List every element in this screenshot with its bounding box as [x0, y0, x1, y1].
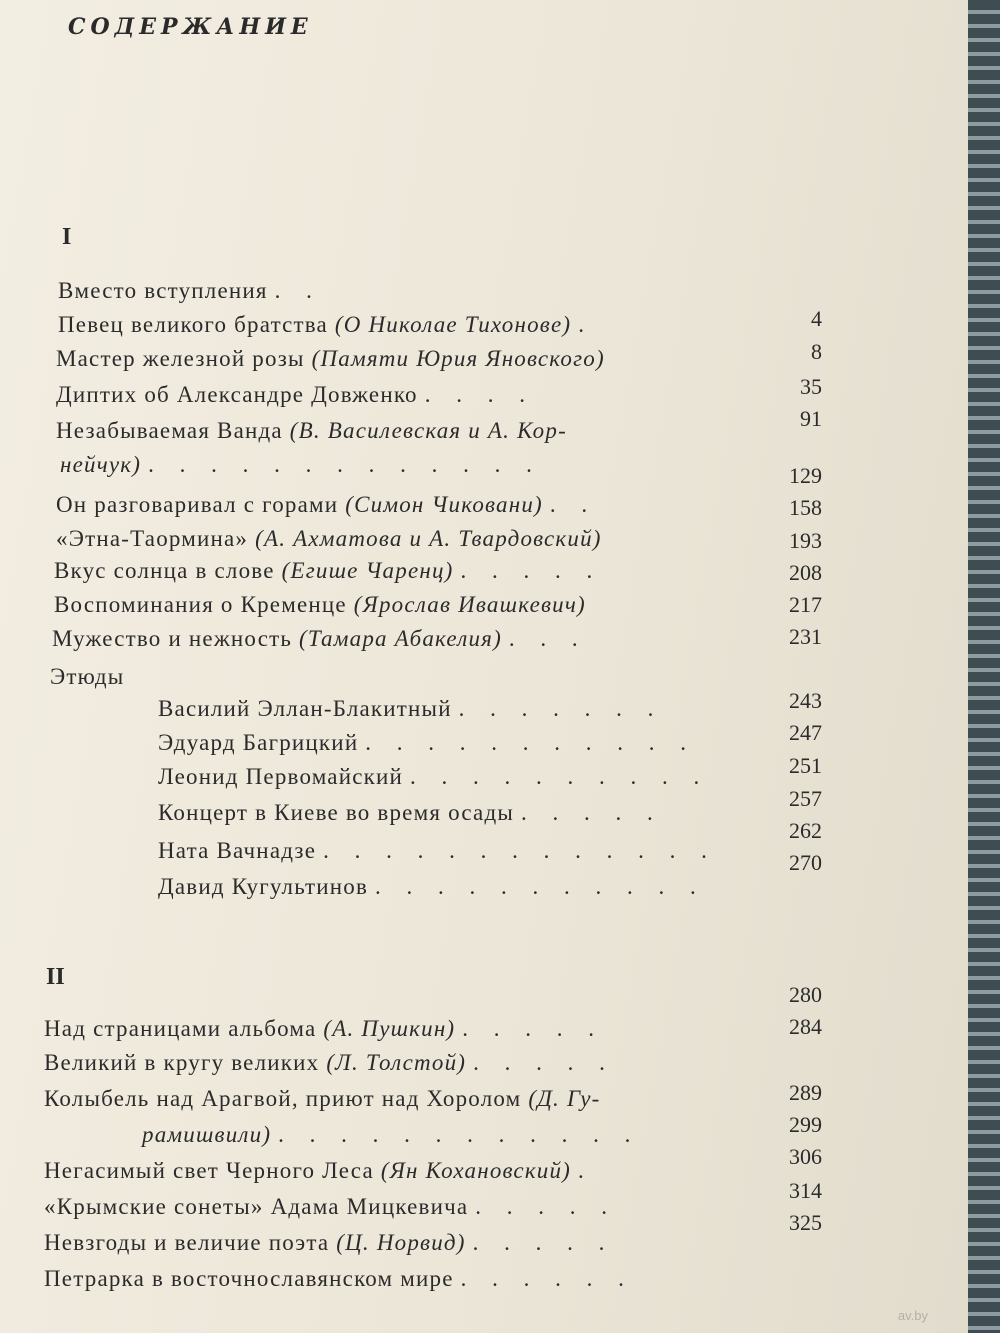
- toc-entry: Колыбель над Арагвой, приют над Хоролом (Д. Гу-: [44, 1086, 601, 1111]
- book-edge: [968, 0, 1000, 1333]
- toc-entry: Вместо вступления . .: [58, 278, 322, 303]
- toc-entry: «Этна-Таормина» (А. Ахматова и А. Твардовский): [56, 526, 602, 551]
- toc-entry: Невзгоды и величие поэта (Ц. Норвид) . . . . .: [44, 1230, 615, 1255]
- page-number: 314: [789, 1178, 822, 1203]
- section-heading-1: I: [62, 224, 72, 250]
- toc-entry: Незабываемая Ванда (В. Василевская и А. Кор-: [56, 418, 567, 443]
- page-number: 208: [789, 560, 822, 585]
- toc-entry: Над страницами альбома (А. Пушкин) . . . . .: [44, 1016, 604, 1041]
- page-number: 193: [789, 528, 822, 553]
- toc-entry: Негасимый свет Черного Леса (Ян Кохановский) .: [44, 1158, 594, 1183]
- toc-entry: Он разговаривал с горами (Симон Чиковани) . .: [56, 492, 598, 517]
- page-number: 247: [789, 720, 822, 745]
- page-number: 299: [789, 1112, 822, 1137]
- page-number: 231: [789, 624, 822, 649]
- toc-entry-continuation: рамишвили) . . . . . . . . . . . .: [142, 1122, 641, 1147]
- page-number: 8: [811, 339, 822, 364]
- page-number: 4: [811, 306, 822, 331]
- toc-subentry: Давид Кугультинов . . . . . . . . . . .: [158, 874, 706, 899]
- toc-entry: Петрарка в восточнославянском мире . . . . . .: [44, 1266, 634, 1291]
- page-number: 325: [789, 1210, 822, 1235]
- page-number: 91: [800, 406, 822, 431]
- page-number: 35: [800, 374, 822, 399]
- toc-entry: Воспоминания о Кременце (Ярослав Ивашкевич): [54, 592, 586, 617]
- page-number: 270: [789, 850, 822, 875]
- toc-entry: Этюды: [50, 664, 125, 689]
- page-number: 289: [789, 1080, 822, 1105]
- page-number: 158: [789, 495, 822, 520]
- toc-entry-continuation: нейчук) . . . . . . . . . . . . .: [60, 452, 542, 477]
- page-number: 280: [789, 982, 822, 1007]
- page-number: 217: [789, 592, 822, 617]
- toc-entry: Певец великого братства (О Николае Тихонове) .: [58, 312, 594, 337]
- page-number: 129: [789, 463, 822, 488]
- section-heading-2: II: [46, 964, 65, 990]
- page-number: 284: [789, 1014, 822, 1039]
- toc-entry: Вкус солнца в слове (Егише Чаренц) . . . . .: [54, 558, 603, 583]
- toc-entry: Великий в кругу великих (Л. Толстой) . . . . .: [44, 1050, 615, 1075]
- toc-subentry: Концерт в Киеве во время осады . . . . .: [158, 800, 663, 825]
- page-title: СОДЕРЖАНИЕ: [68, 14, 313, 40]
- watermark: av.by: [897, 1308, 928, 1323]
- toc-subentry: Эдуард Багрицкий . . . . . . . . . . .: [158, 730, 697, 755]
- toc-entry: Мужество и нежность (Тамара Абакелия) . . .: [52, 626, 588, 651]
- toc-subentry: Василий Эллан-Блакитный . . . . . . .: [158, 696, 664, 721]
- toc-subentry: Ната Вачнадзе . . . . . . . . . . . . .: [158, 838, 717, 863]
- toc-entry: Диптих об Александре Довженко . . . .: [56, 382, 535, 407]
- toc-subentry: Леонид Первомайский . . . . . . . . . .: [158, 764, 710, 789]
- page-number: 251: [789, 753, 822, 778]
- page-number: 262: [789, 818, 822, 843]
- toc-entry: Мастер железной розы (Памяти Юрия Яновского): [56, 346, 605, 371]
- page-number: 257: [789, 786, 822, 811]
- page-number: 243: [789, 688, 822, 713]
- page-number: 306: [789, 1144, 822, 1169]
- toc-entry: «Крымские сонеты» Адама Мицкевича . . . . .: [44, 1194, 617, 1219]
